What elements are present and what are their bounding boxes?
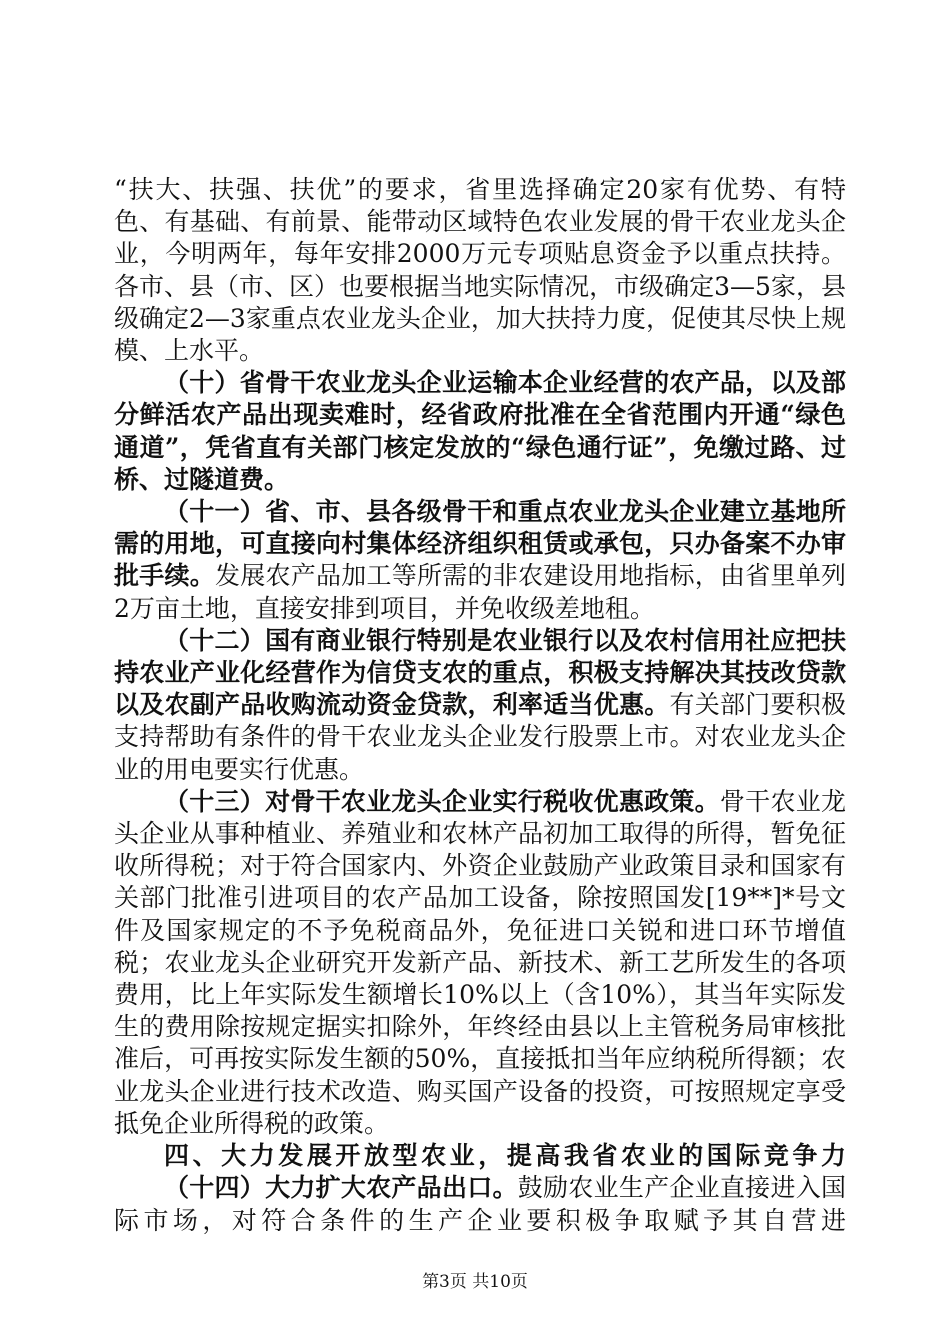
paragraph-11 xyxy=(114,496,846,625)
clause-14-text: 鼓励农业生产企业直接进入国际市场，对符合条件的生产企业要积极争取赋予其自营进 xyxy=(114,1173,846,1235)
paragraph-14 xyxy=(114,1172,846,1236)
clause-11-bold-text: （十一）省、市、县各级骨干和重点农业龙头企业建立基地所需的用地，可直接向村集体经济组织租赁或承包，只办备案不办审批手续。 xyxy=(114,497,846,591)
clause-12-text: 有关部门要积极支持帮助有条件的骨干农业龙头企业发行股票上市。对农业龙头企业的用电要实行优惠。 xyxy=(114,690,846,784)
paragraph-10 xyxy=(114,367,846,496)
paragraph-13 xyxy=(114,786,846,1140)
clause-12-bold-text: （十二）国有商业银行特别是农业银行以及农村信用社应把扶持农业产业化经营作为信贷支农的重点，积极支持解决其技改贷款以及农副产品收购流动资金贷款，利率适当优惠。 xyxy=(114,625,846,720)
paragraph-continuation: “扶大、扶强、扶优”的要求，省里选择确定20家有优势、有特色、有基础、有前景、能带动区域特色农业发展的骨干农业龙头企业，今明两年，每年安排2000万元专项贴息资金予以重点扶持。各市、县（市、区）也要根据当地实际情况，市级确定3—5家，县级确定2—3家重点农业龙头企业，加大扶持力度，促使其尽快上规模、上水平。 xyxy=(114,175,846,366)
clause-10-text: （十）省骨干农业龙头企业运输本企业经营的农产品，以及部分鲜活农产品出现卖难时，经省政府批准在全省范围内开通“绿色通道”，凭省直有关部门核定发放的“绿色通行证”，免缴过路、过桥、过隧道费。 xyxy=(114,368,846,494)
document-body xyxy=(114,174,846,1237)
clause-13-bold-text: （十三）对骨干农业龙头企业实行税收优惠政策。 xyxy=(164,786,720,816)
section-heading-4: 四、大力发展开放型农业，提高我省农业的国际竞争力 xyxy=(164,1141,846,1171)
page-footer: 第3页 共10页 xyxy=(422,1272,528,1292)
clause-13-text: 骨干农业龙头企业从事种植业、养殖业和农林产品初加工取得的所得，暂免征收所得税；对于符合国家内、外资企业鼓励产业政策目录和国家有关部门批准引进项目的农产品加工设备，除按照国发[19**]*号文件及国家规定的不予免税商品外，免征进口关锐和进口环节增值税；农业龙头企业研究开发新产品、新技术、新工艺所发生的各项费用，比上年实际发生额增长10%以上（含10%），其当年实际发生的费用除按规定据实扣除外，年终经由县以上主管税务局审核批准后，可再按实际发生额的50%，直接抵扣当年应纳税所得额；农业龙头企业进行技术改造、购买国产设备的投资，可按照规定享受抵免企业所得税的政策。 xyxy=(114,786,846,1138)
clause-11-text: 发展农产品加工等所需的非农建设用地指标，由省里单列2万亩土地，直接安排到项目，并免收级差地租。 xyxy=(114,561,846,623)
paragraph-12 xyxy=(114,625,846,786)
clause-14-bold-text: （十四）大力扩大农产品出口。 xyxy=(164,1173,518,1203)
